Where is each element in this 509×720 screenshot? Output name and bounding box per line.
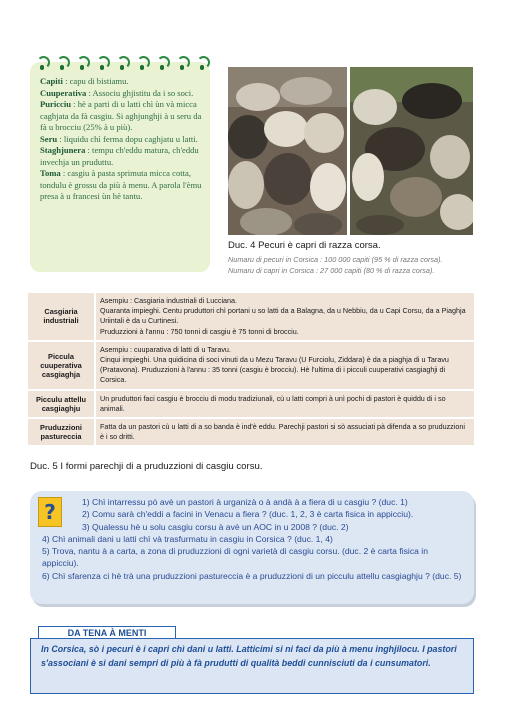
glossary-def: : liquidu chì ferma dopu caghjatu u latti. [57, 133, 198, 144]
row-content [95, 293, 474, 341]
spiral-ring-icon [56, 56, 70, 72]
photo-note: Numaru di capri in Corsica : 27 000 capiti (80 % di razza corsa). [228, 266, 435, 275]
spiral-ring-icon [196, 56, 210, 72]
glossary-def: : tempu ch'eddu matura, ch'eddu invechja un pruduttu. [40, 145, 199, 167]
spiral-ring-icon [116, 56, 130, 72]
row-line: Quaranta impieghi. Centu pruduttori chì portani u so latti da a Balagna, da u Nebbiu, da u Capi Corsu, da a Piaghja Uriintali è da u Curtinesi. [100, 306, 466, 326]
row-header: Piccula cuuperativa casgiaghja [28, 341, 95, 390]
row-header: Casgiaria industriali [28, 293, 95, 341]
row-content [95, 390, 474, 418]
goats-photo [350, 67, 473, 235]
glossary-entry [40, 76, 204, 88]
row-content [95, 341, 474, 390]
question-item: 3) Qualessu hè u solu casgiu corsu à avè un AOC in u 2008 ? (duc. 2) [82, 521, 349, 532]
spiral-ring-icon [176, 56, 190, 72]
row-content [95, 418, 474, 446]
row-header: Picculu attellu casgiaghju [28, 390, 95, 418]
spiral-binding [36, 56, 210, 72]
row-line: Asempiu : cuuparativa di latti di u Taravu. [100, 344, 231, 354]
question-item: 2) Comu sarà ch'eddi a facini in Venacu a fiera ? (duc. 1, 2, 3 è carta fisica in appicciu). [82, 509, 414, 520]
glossary-term: Staghjunera [40, 145, 86, 155]
table-row [28, 341, 474, 390]
table-row [28, 293, 474, 341]
retain-text: In Corsica, sò i pecuri è i capri chì dani u latti. Latticimi si ni faci da più à menu inghjilocu. I pastori s'associani è si dani sempri di più à fà prudutti di qualità beddi cunnisciuti da i cunsumatori. [41, 644, 457, 668]
glossary-entry [40, 168, 204, 203]
glossary-entry [40, 134, 204, 146]
glossary-entry [40, 88, 204, 100]
glossary-def: : Associu ghjistitu da i so soci. [86, 87, 194, 98]
row-line: Asempiu : Casgiaria industriali di Lucciana. [100, 296, 238, 305]
glossary-term: Toma [40, 168, 61, 178]
table-row [28, 390, 474, 418]
retain-box [30, 638, 474, 694]
question-item: 4) Chì animali dani u latti chì và trasfurmatu in casgiu in Corsica ? (duc. 1, 4) [42, 533, 333, 544]
question-item: 5) Trova, nantu à a carta, a zona di pruduzzioni di ogni varietà di casgiu corsu. (duc. 2 è carta fisica in appicciu). [42, 546, 428, 569]
row-line: Un pruduttori faci casgiu è brocciu di modu tradiziunali, cù u latti compri à unì pochi di pastori è quiddu di i so animali. [100, 393, 446, 413]
spiral-ring-icon [156, 56, 170, 72]
question-item: 1) Chì intarressu pò avè un pastori à urganizà o à andà à a fiera di u casgiu ? (duc. 1) [82, 497, 408, 507]
cheese-production-table [28, 293, 474, 447]
spiral-ring-icon [136, 56, 150, 72]
row-line: Cinqui impieghi. Una quidicina di soci vinuti da u Mezu Taravu (U Furciolu, Ziddara) è da a piaghja di u Taravu (Pratavona). Pruduzzioni à l'annu : 35 tonni (casgiu è brocciu). Hè l'ultima di i picculi cuuperativi casgiaghji di Corsica. [100, 355, 449, 385]
glossary-term: Capiti [40, 76, 63, 86]
glossary-term: Cuuperativa [40, 87, 87, 98]
glossary-def: : hè a parti di u latti chì ùn và micca caghjata da fà casgiu. Si aghjunghji à u seru da fà u brocciu (25% à u più). [40, 99, 202, 132]
table-row [28, 418, 474, 446]
row-line: Pruduzzioni à l'annu : 750 tonni di casgiu è 75 tonni di brocciu. [100, 326, 299, 336]
questions-box [30, 491, 474, 604]
photo-note: Numaru di pecuri in Corsica : 100 000 capiti (95 % di razza corsa). [228, 255, 443, 264]
glossary-text [40, 76, 204, 203]
spiral-ring-icon [76, 56, 90, 72]
glossary-def: : casgiu à pasta sprimuta micca cotta, tondulu è grossu da più à menu. A parola l'èmu presa à u francesi ùn hè tantu. [40, 168, 202, 201]
glossary-entry [40, 145, 204, 168]
photo-caption: Duc. 4 Pecuri è capri di razza corsa. [228, 240, 381, 251]
question-item: 6) Chì sfarenza ci hè trà una pruduzzioni pastureccia è a pruduzzioni di un picculu attellu casgiaghju ? (duc. 5) [42, 570, 462, 581]
glossary-entry [40, 99, 204, 134]
glossary-def: : capu di bistiamu. [62, 76, 129, 86]
table-caption: Duc. 5 I formi parechji di a pruduzzioni di casgiu corsu. [30, 461, 263, 472]
questions-list [40, 496, 466, 582]
spiral-ring-icon [96, 56, 110, 72]
row-line: Fatta da un pastori cù u latti di a so banda è ind'è eddu. Parechji pastori si sò assuciati pà difenda a so pruduzzioni è i so dritti. [100, 422, 465, 442]
row-header: Pruduzzioni pastureccia [28, 418, 95, 446]
retain-title: DA TENA À MENTI [38, 626, 176, 639]
spiral-ring-icon [36, 56, 50, 72]
glossary-term: Seru [40, 133, 58, 144]
glossary-term: Puricciu [40, 99, 72, 109]
glossary-note [30, 62, 210, 272]
question-icon: ? [38, 497, 62, 527]
photo-notes [228, 254, 443, 276]
sheep-photo [228, 67, 347, 235]
